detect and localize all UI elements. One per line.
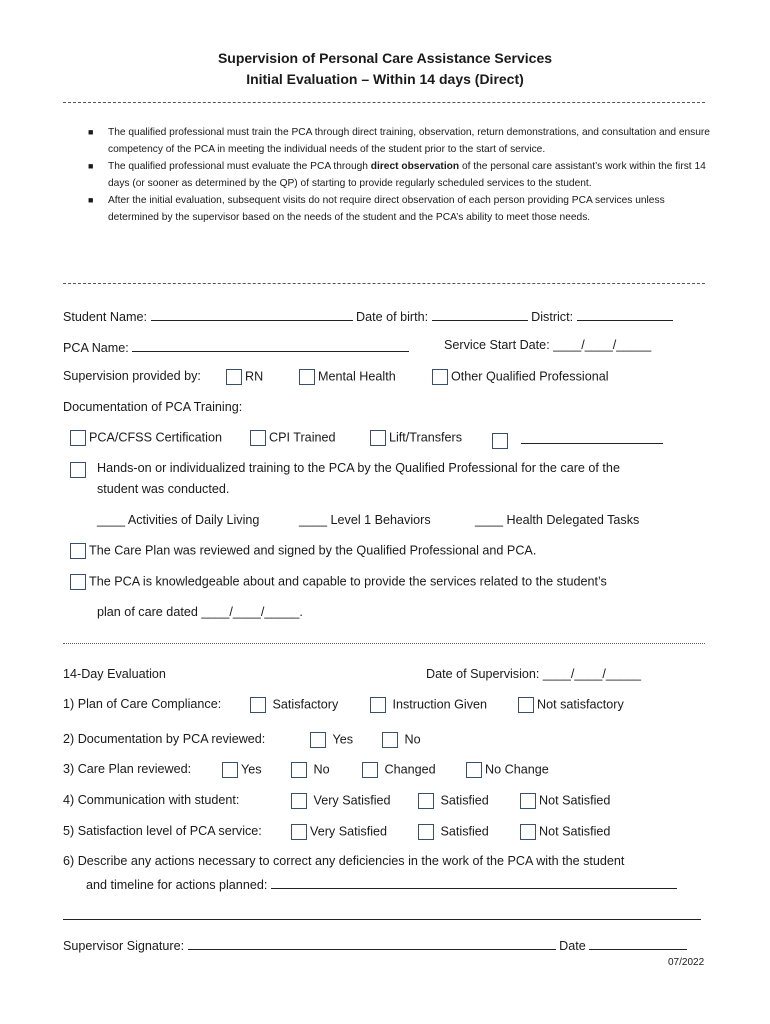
other-qp-checkbox[interactable] (432, 369, 448, 385)
district-field[interactable] (577, 307, 673, 321)
signature-field[interactable] (188, 936, 556, 950)
doc-training-label: Documentation of PCA Training: (63, 400, 243, 414)
q5-label: 5) Satisfaction level of PCA service: (63, 824, 262, 838)
q2-yes[interactable]: Yes (310, 732, 353, 748)
date-of-supervision[interactable]: Date of Supervision: ____/____/_____ (426, 667, 641, 681)
form-title: Supervision of Personal Care Assistance Services (217, 50, 553, 66)
form-subtitle: Initial Evaluation – Within 14 days (Direct) (246, 71, 524, 87)
q4-not-satisfied[interactable]: Not Satisfied (520, 793, 610, 809)
evaluation-heading: 14-Day Evaluation (63, 667, 166, 681)
q2-label: 2) Documentation by PCA reviewed: (63, 732, 266, 746)
q3-no-change-checkbox[interactable] (466, 762, 482, 778)
q5-not-satisfied-checkbox[interactable] (520, 824, 536, 840)
q3-yes-checkbox[interactable] (222, 762, 238, 778)
student-row (63, 307, 673, 324)
q3-changed-checkbox[interactable] (362, 762, 378, 778)
cpi-checkbox[interactable] (250, 430, 266, 446)
q5-very-satisfied-checkbox[interactable] (291, 824, 307, 840)
student-name-field[interactable] (151, 307, 353, 321)
pca-name-field[interactable] (132, 338, 409, 352)
q4-satisfied-checkbox[interactable] (418, 793, 434, 809)
level1-field[interactable]: ____ Level 1 Behaviors (299, 513, 431, 527)
divider-3 (63, 643, 705, 644)
q4-label: 4) Communication with student: (63, 793, 240, 807)
lift-transfers-option[interactable]: Lift/Transfers (370, 430, 462, 446)
bullet-icon: ■ (88, 195, 94, 205)
q5-very-satisfied[interactable]: Very Satisfied (291, 824, 387, 840)
q5-not-satisfied[interactable]: Not Satisfied (520, 824, 610, 840)
q1-not-satisfactory[interactable]: Not satisfactory (518, 697, 624, 713)
divider-top (63, 102, 705, 103)
other-training-checkbox[interactable] (492, 433, 508, 449)
supervision-provided-label: Supervision provided by: (63, 369, 201, 383)
q4-satisfied[interactable]: Satisfied (418, 793, 489, 809)
pca-name-label: PCA Name: (63, 341, 129, 355)
q6-label: 6) Describe any actions necessary to correct any deficiencies in the work of the PCA with the student (63, 854, 625, 868)
student-name-label: Student Name: (63, 310, 148, 324)
signature-label: Supervisor Signature: (63, 939, 185, 953)
q3-changed[interactable]: Changed (362, 762, 436, 778)
care-plan-reviewed-checkbox[interactable] (70, 543, 86, 559)
signature-date-label: Date (559, 939, 586, 953)
bullet-icon: ■ (88, 127, 94, 137)
handson-line-2: student was conducted. (97, 482, 230, 496)
instructions (88, 124, 710, 226)
q1-instruction-checkbox[interactable] (370, 697, 386, 713)
knowledgeable-checkbox[interactable] (70, 574, 86, 590)
rn-checkbox[interactable] (226, 369, 242, 385)
district-label: District: (531, 310, 574, 324)
signature-row (63, 936, 687, 953)
q6-line-2: and timeline for actions planned: (86, 875, 677, 892)
pca-name-row (63, 338, 409, 355)
mental-health-option[interactable]: Mental Health (299, 369, 396, 385)
q4-very-satisfied-checkbox[interactable] (291, 793, 307, 809)
q5-satisfied[interactable]: Satisfied (418, 824, 489, 840)
q1-instruction-given[interactable]: Instruction Given (370, 697, 487, 713)
rn-option[interactable]: RN (226, 369, 263, 385)
q2-no[interactable]: No (382, 732, 421, 748)
pca-cfss-option[interactable]: PCA/CFSS Certification (70, 430, 222, 446)
other-training-field[interactable] (521, 430, 663, 444)
cpi-option[interactable]: CPI Trained (250, 430, 336, 446)
instruction-2: ■ The qualified professional must evaluate the PCA through direct observation of the personal care assistant’s work within the first 14 days (or sooner as determined by the QP) of starting to provide regularly scheduled services to the student. (88, 158, 710, 192)
signature-date-field[interactable] (589, 936, 687, 950)
lift-transfers-checkbox[interactable] (370, 430, 386, 446)
service-start-date[interactable]: Service Start Date: ____/____/_____ (444, 338, 652, 352)
adl-field[interactable]: ____ Activities of Daily Living (97, 513, 260, 527)
plan-of-care-dated[interactable]: plan of care dated ____/____/_____. (97, 605, 303, 619)
q5-satisfied-checkbox[interactable] (418, 824, 434, 840)
dob-field[interactable] (432, 307, 528, 321)
instruction-3: ■ After the initial evaluation, subsequent visits do not require direct observation of each person providing PCA services unless determined by the supervisor based on the needs of the student and the PCA’s ability to meet those needs. (88, 192, 710, 226)
q3-yes[interactable]: Yes (222, 762, 262, 778)
actions-field-line-2[interactable] (63, 919, 701, 920)
q2-no-checkbox[interactable] (382, 732, 398, 748)
q3-no[interactable]: No (291, 762, 330, 778)
q2-yes-checkbox[interactable] (310, 732, 326, 748)
q1-not-satisfactory-checkbox[interactable] (518, 697, 534, 713)
other-training-option[interactable] (492, 430, 663, 449)
q3-label: 3) Care Plan reviewed: (63, 762, 192, 776)
q1-label: 1) Plan of Care Compliance: (63, 697, 222, 711)
q3-no-change[interactable]: No Change (466, 762, 549, 778)
pca-cfss-checkbox[interactable] (70, 430, 86, 446)
delegated-field[interactable]: ____ Health Delegated Tasks (475, 513, 640, 527)
other-qp-option[interactable]: Other Qualified Professional (432, 369, 609, 385)
q3-no-checkbox[interactable] (291, 762, 307, 778)
knowledgeable-option[interactable]: The PCA is knowledgeable about and capable to provide the services related to the student’s (70, 574, 607, 590)
mental-health-checkbox[interactable] (299, 369, 315, 385)
actions-field[interactable] (271, 875, 677, 889)
q4-very-satisfied[interactable]: Very Satisfied (291, 793, 391, 809)
q1-satisfactory-checkbox[interactable] (250, 697, 266, 713)
care-plan-reviewed-option[interactable]: The Care Plan was reviewed and signed by the Qualified Professional and PCA. (70, 543, 536, 559)
handson-checkbox[interactable] (70, 462, 86, 478)
divider-2 (63, 283, 705, 284)
bullet-icon: ■ (88, 161, 94, 171)
q4-not-satisfied-checkbox[interactable] (520, 793, 536, 809)
form-version: 07/2022 (668, 957, 705, 968)
handson-option[interactable] (70, 461, 89, 479)
handson-line-1: Hands-on or individualized training to the PCA by the Qualified Professional for the care of the (97, 461, 620, 475)
dob-label: Date of birth: (356, 310, 429, 324)
instruction-1: ■ The qualified professional must train the PCA through direct training, observation, return demonstrations, and consultation and ensure competency of the PCA in meeting the individual needs of the student prior to the start of service. (88, 124, 710, 158)
q1-satisfactory[interactable]: Satisfactory (250, 697, 338, 713)
